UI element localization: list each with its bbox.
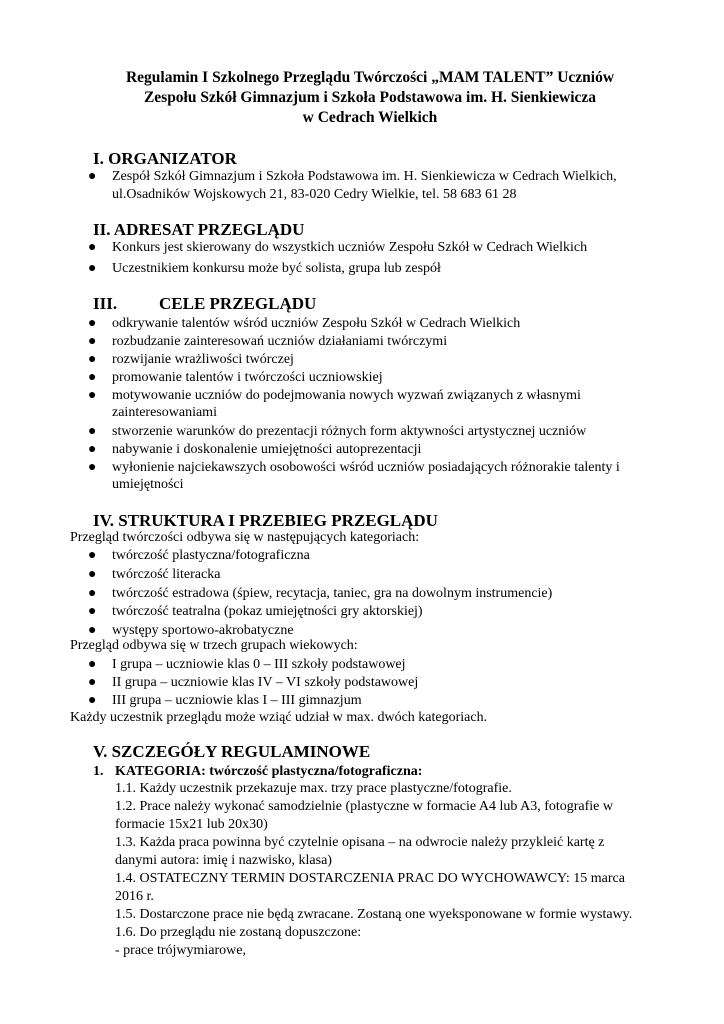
list-item: ● twórczość estradowa (śpiew, recytacja, taniec, gra na dowolnym instrumencie) [88, 586, 553, 601]
rule-line: 1.4. OSTATECZNY TERMIN DOSTARCZENIA PRAC DO WYCHOWAWCY: 15 marca [115, 871, 625, 886]
bullet-icon: ● [88, 424, 97, 439]
section-number: III. [93, 294, 118, 313]
rule-line: 1.1. Każdy uczestnik przekazuje max. trzy prace plastyczne/fotografie. [115, 781, 512, 796]
category-heading [93, 763, 422, 781]
list-item: ● występy sportowo-akrobatyczne [88, 623, 294, 638]
bullet-icon: ● [88, 261, 97, 276]
bullet-icon: ● [88, 604, 97, 619]
bullet-icon: ● [88, 240, 97, 255]
list-item: ● motywowanie uczniów do podejmowania nowych wyzwań związanych z własnymi [88, 388, 581, 403]
bullet-icon: ● [88, 334, 97, 349]
paragraph: Każdy uczestnik przeglądu może wziąć udział w max. dwóch kategoriach. [70, 710, 488, 725]
rule-line: - prace trójwymiarowe, [115, 943, 246, 958]
list-item: ● II grupa – uczniowie klas IV – VI szkoły podstawowej [88, 675, 419, 690]
bullet-icon: ● [88, 316, 97, 331]
section-title: CELE PRZEGLĄDU [159, 294, 317, 313]
document-title [70, 68, 670, 128]
bullet-icon: ● [88, 693, 97, 708]
paragraph: Przegląd twórczości odbywa się w następujących kategoriach: [70, 530, 420, 545]
rule-line: danymi autora: imię i nazwisko, klasa) [115, 853, 332, 868]
rule-line: formacie 15x21 lub 20x30) [115, 817, 268, 832]
bullet-icon: ● [88, 388, 97, 403]
list-item: ● promowanie talentów i twórczości uczniowskiej [88, 370, 383, 385]
section-struktura-heading: IV. STRUKTURA I PRZEBIEG PRZEGLĄDU [93, 511, 438, 530]
rule-line: 1.2. Prace należy wykonać samodzielnie (plastyczne w formacie A4 lub A3, fotografie w [115, 799, 613, 814]
list-item: ● twórczość teatralna (pokaz umiejętności gry aktorskiej) [88, 604, 423, 619]
section-organizator-heading: I. ORGANIZATOR [93, 149, 237, 168]
list-item-continuation: ul.Osadników Wojskowych 21, 83-020 Cedry Wielkie, tel. 58 683 61 28 [112, 187, 517, 202]
list-item-continuation: zainteresowaniami [112, 405, 217, 420]
list-item: ● I grupa – uczniowie klas 0 – III szkoły podstawowej [88, 657, 406, 672]
list-item: ● rozwijanie wrażliwości twórczej [88, 352, 294, 367]
title-line-3: w Cedrach Wielkich [302, 109, 438, 126]
bullet-icon: ● [88, 586, 97, 601]
section-szczegoly-heading: V. SZCZEGÓŁY REGULAMINOWE [93, 742, 371, 761]
title-line-2: Zespołu Szkół Gimnazjum i Szkoła Podstawowa im. H. Sienkiewicza [143, 89, 597, 106]
list-item: ● stworzenie warunków do prezentacji różnych form aktywności artystycznej uczniów [88, 424, 587, 439]
category-label: KATEGORIA: twórczość plastyczna/fotograficzna: [115, 764, 423, 779]
bullet-icon: ● [88, 460, 97, 475]
list-item: ● twórczość literacka [88, 567, 221, 582]
bullet-icon: ● [88, 169, 97, 184]
title-line-1: Regulamin I Szkolnego Przeglądu Twórczości „MAM TALENT” Uczniów [125, 69, 615, 86]
list-item: ● wyłonienie najciekawszych osobowości wśród uczniów posiadających różnorakie talenty i [88, 460, 620, 475]
category-number: 1. [93, 764, 104, 779]
list-item: ● Konkurs jest skierowany do wszystkich uczniów Zespołu Szkół w Cedrach Wielkich [88, 240, 588, 255]
bullet-icon: ● [88, 623, 97, 638]
list-item: ● Uczestnikiem konkursu może być solista, grupa lub zespół [88, 261, 441, 276]
rule-line: 1.6. Do przeglądu nie zostaną dopuszczone: [115, 925, 362, 940]
list-item: ● nabywanie i doskonalenie umiejętności autoprezentacji [88, 442, 422, 457]
bullet-icon: ● [88, 675, 97, 690]
rule-line: 2016 r. [115, 889, 154, 904]
list-item: ● rozbudzanie zainteresowań uczniów działaniami twórczymi [88, 334, 448, 349]
list-item: ● Zespół Szkół Gimnazjum i Szkoła Podstawowa im. H. Sienkiewicza w Cedrach Wielkich, [88, 169, 617, 184]
bullet-icon: ● [88, 548, 97, 563]
section-adresat-heading: II. ADRESAT PRZEGLĄDU [93, 220, 305, 239]
bullet-icon: ● [88, 370, 97, 385]
rule-line: 1.3. Każda praca powinna być czytelnie opisana – na odwrocie należy przykleić kartę z [115, 835, 605, 850]
bullet-icon: ● [88, 352, 97, 367]
paragraph: Przegląd odbywa się w trzech grupach wiekowych: [70, 638, 358, 653]
section-cele-heading [93, 294, 316, 314]
bullet-icon: ● [88, 442, 97, 457]
rule-line: 1.5. Dostarczone prace nie będą zwracane. Zostaną one wyeksponowane w formie wystawy. [115, 907, 633, 922]
list-item-continuation: umiejętności [112, 477, 184, 492]
bullet-icon: ● [88, 657, 97, 672]
list-item: ● twórczość plastyczna/fotograficzna [88, 548, 310, 563]
list-item: ● III grupa – uczniowie klas I – III gimnazjum [88, 693, 362, 708]
bullet-icon: ● [88, 567, 97, 582]
list-item: ● odkrywanie talentów wśród uczniów Zespołu Szkół w Cedrach Wielkich [88, 316, 521, 331]
